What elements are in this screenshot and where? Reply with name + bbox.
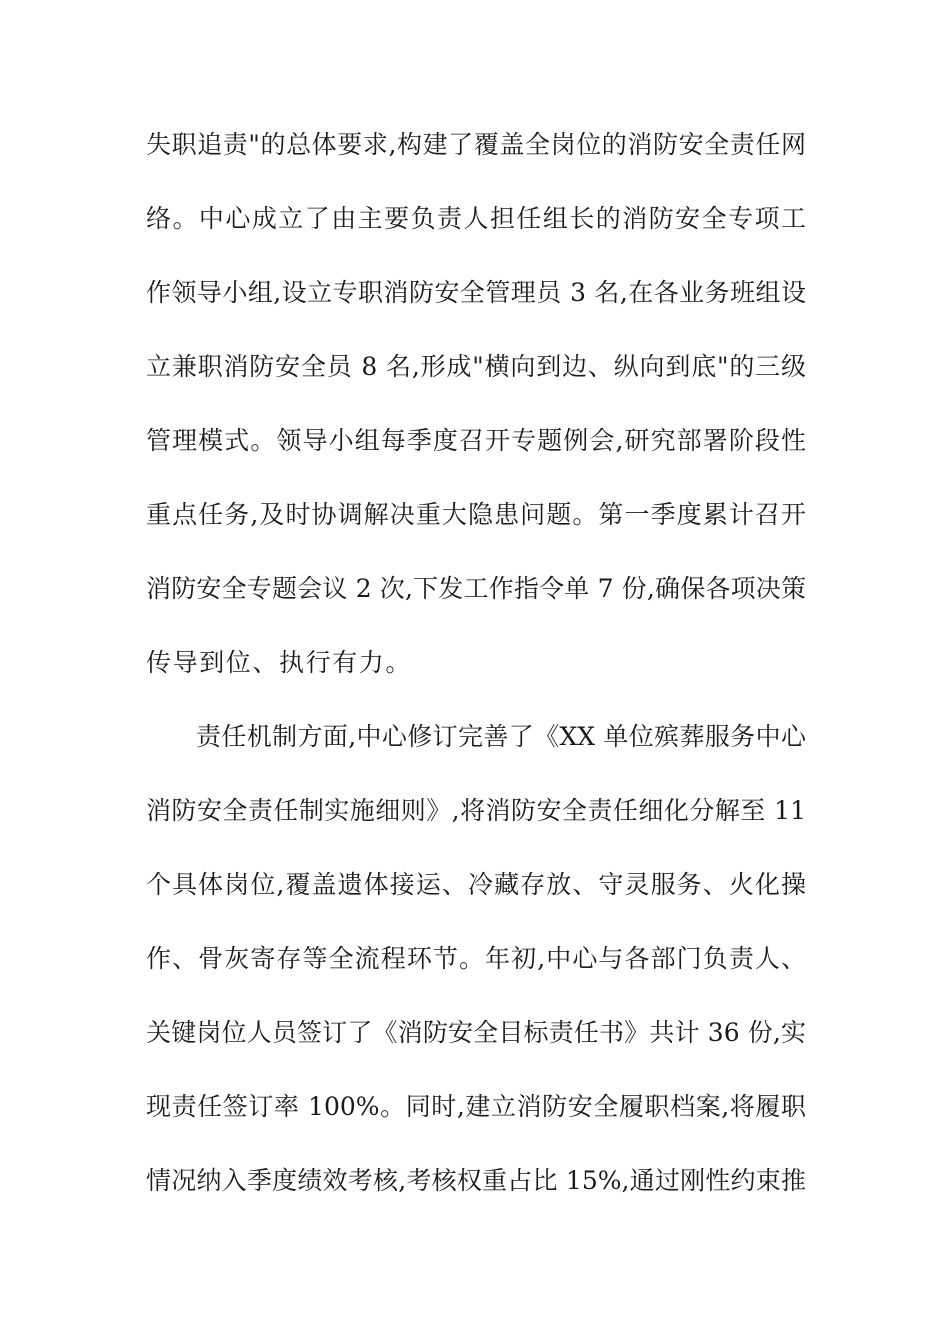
document-body [146,108,806,1218]
text-line: 络。中心成立了由主要负责人担任组长的消防安全专项工 [146,204,806,233]
text-line: 关键岗位人员签订了《消防安全目标责任书》共计 36 份,实 [146,1018,806,1047]
text-line: 消防安全专题会议 2 次,下发工作指令单 7 份,确保各项决策 [146,574,806,603]
text-line: 个具体岗位,覆盖遗体接运、冷藏存放、守灵服务、火化操 [146,870,806,899]
text-line: 现责任签订率 100%。同时,建立消防安全履职档案,将履职 [146,1092,806,1121]
text-line: 重点任务,及时协调解决重大隐患问题。第一季度累计召开 [146,500,806,529]
text-line: 立兼职消防安全员 8 名,形成"横向到边、纵向到底"的三级 [146,352,806,381]
text-line-paragraph-start: 责任机制方面,中心修订完善了《XX 单位殡葬服务中心 [196,722,806,751]
text-line: 失职追责"的总体要求,构建了覆盖全岗位的消防安全责任网 [146,130,806,159]
text-line: 管理模式。领导小组每季度召开专题例会,研究部署阶段性 [146,426,806,455]
text-line: 消防安全责任制实施细则》,将消防安全责任细化分解至 11 [146,796,806,825]
text-line-paragraph-end: 传导到位、执行有力。 [146,648,413,677]
text-line: 情况纳入季度绩效考核,考核权重占比 15%,通过刚性约束推 [146,1166,806,1195]
text-line: 作领导小组,设立专职消防安全管理员 3 名,在各业务班组设 [146,278,806,307]
text-line: 作、骨灰寄存等全流程环节。年初,中心与各部门负责人、 [146,944,806,973]
